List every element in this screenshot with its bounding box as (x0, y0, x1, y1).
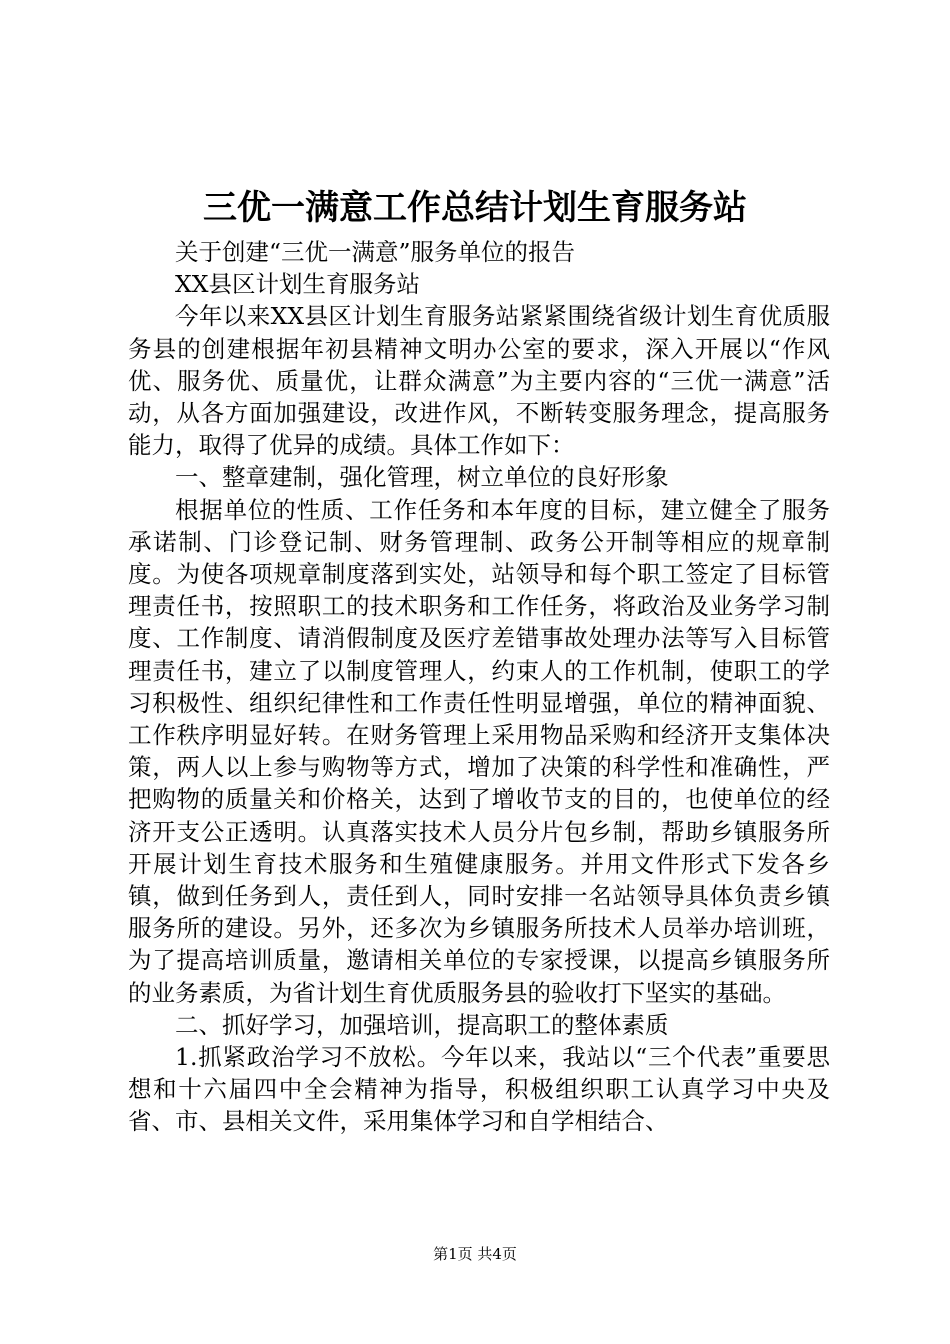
section-1-paragraph: 根据单位的性质、工作任务和本年度的目标，建立健全了服务承诺制、门诊登记制、财务管理制、政务公开制等相应的规章制度。为使各项规章制度落到实处，站领导和每个职工签定了目标管理责任书，按照职工的技术职务和工作任务，将政治及业务学习制度、工作制度、请消假制度及医疗差错事故处理办法等写入目标管理责任书，建立了以制度管理人，约束人的工作机制，使职工的学习积极性、组织纪律性和工作责任性明显增强，单位的精神面貌、工作秩序明显好转。在财务管理上采用物品采购和经济开支集体决策，两人以上参与购物等方式，增加了决策的科学性和准确性，严把购物的质量关和价格关，达到了增收节支的目的，也使单位的经济开支公正透明。认真落实技术人员分片包乡制，帮助乡镇服务所开展计划生育技术服务和生殖健康服务。并用文件形式下发各乡镇，做到任务到人，责任到人，同时安排一名站领导具体负责乡镇服务所的建设。另外，还多次为乡镇服务所技术人员举办培训班，为了提高培训质量，邀请相关单位的专家授课，以提高乡镇服务所的业务素质，为省计划生育优质服务县的验收打下坚实的基础。 (128, 495, 830, 1007)
document-title: 三优一满意工作总结计划生育服务站 (203, 188, 747, 228)
intro-paragraph: 今年以来XX县区计划生育服务站紧紧围绕省级计划生育优质服务县的创建根据年初县精神文明办公室的要求，深入开展以“作风优、服务优、质量优，让群众满意”为主要内容的“三优一满意”活动，从各方面加强建设，改进作风，不断转变服务理念，提高服务能力，取得了优异的成绩。具体工作如下： (128, 302, 830, 460)
section-heading-2: 二、抓好学习，加强培训，提高职工的整体素质 (175, 1010, 669, 1039)
report-heading: 关于创建“三优一满意”服务单位的报告 (175, 238, 576, 266)
organization-name: XX县区计划生育服务站 (175, 270, 420, 299)
section-2-paragraph: 1.抓紧政治学习不放松。今年以来，我站以“三个代表”重要思想和十六届四中全会精神为指导，积极组织职工认真学习中央及省、市、县相关文件，采用集体学习和自学相结合、 (128, 1043, 830, 1136)
page-footer: 第1页 共4页 (433, 1245, 517, 1263)
section-heading-1: 一、整章建制，强化管理，树立单位的良好形象 (175, 463, 669, 492)
document-body (128, 236, 830, 1138)
